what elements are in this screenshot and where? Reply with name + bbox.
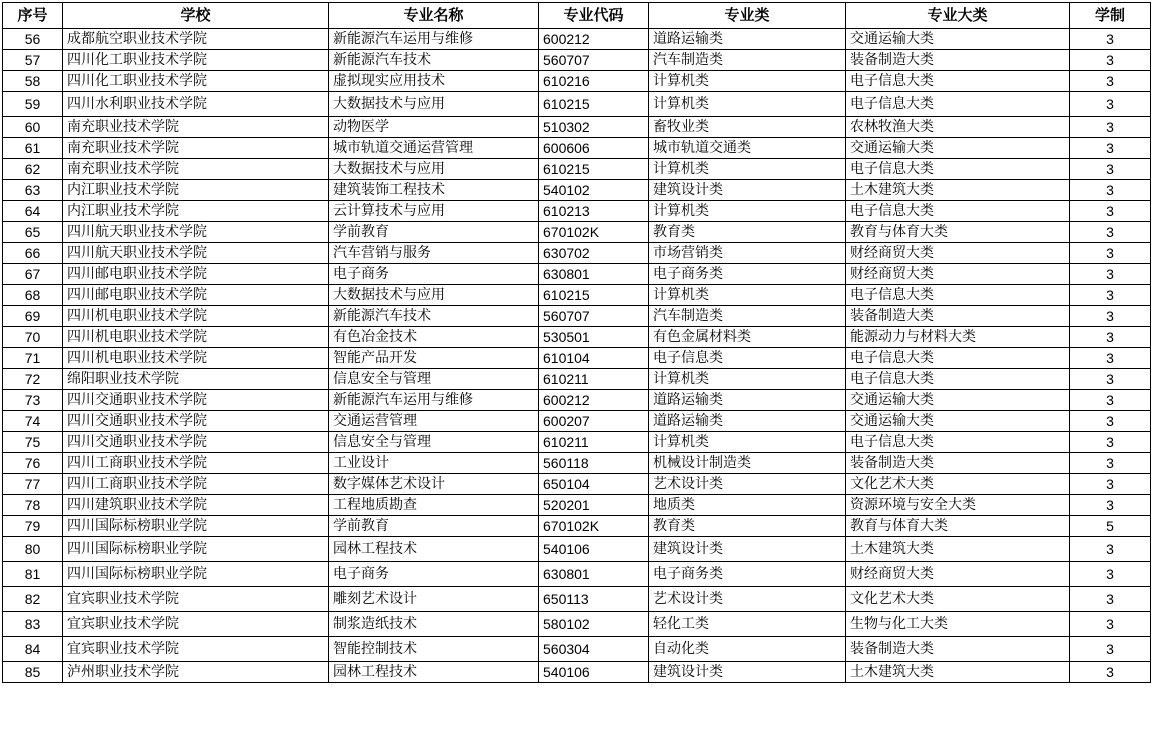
cell-duration: 3 (1070, 50, 1151, 71)
cell-major-code: 670102K (539, 222, 649, 243)
cell-school: 四川交通职业技术学院 (63, 390, 329, 411)
cell-major-category: 电子商务类 (649, 264, 846, 285)
cell-major-group: 教育与体育大类 (846, 516, 1070, 537)
cell-major-code: 530501 (539, 327, 649, 348)
cell-duration: 3 (1070, 537, 1151, 562)
cell-duration: 3 (1070, 159, 1151, 180)
cell-major-name: 工程地质勘查 (329, 495, 539, 516)
cell-major-category: 艺术设计类 (649, 474, 846, 495)
cell-major-name: 园林工程技术 (329, 537, 539, 562)
major-list-table (2, 2, 1151, 683)
cell-seq: 75 (3, 432, 63, 453)
cell-school: 宜宾职业技术学院 (63, 612, 329, 637)
table-row (3, 390, 1151, 411)
cell-major-category: 机械设计制造类 (649, 453, 846, 474)
table-row (3, 327, 1151, 348)
cell-major-group: 电子信息大类 (846, 369, 1070, 390)
cell-school: 四川航天职业技术学院 (63, 222, 329, 243)
cell-major-name: 交通运营管理 (329, 411, 539, 432)
cell-school: 绵阳职业技术学院 (63, 369, 329, 390)
table-row (3, 369, 1151, 390)
cell-major-category: 建筑设计类 (649, 180, 846, 201)
cell-school: 南充职业技术学院 (63, 159, 329, 180)
cell-major-code: 560707 (539, 50, 649, 71)
cell-duration: 3 (1070, 180, 1151, 201)
cell-major-category: 教育类 (649, 222, 846, 243)
cell-seq: 85 (3, 662, 63, 683)
cell-seq: 57 (3, 50, 63, 71)
table-row (3, 537, 1151, 562)
cell-duration: 3 (1070, 495, 1151, 516)
cell-major-name: 虚拟现实应用技术 (329, 71, 539, 92)
cell-school: 四川国际标榜职业学院 (63, 516, 329, 537)
cell-seq: 74 (3, 411, 63, 432)
cell-major-code: 600212 (539, 390, 649, 411)
cell-major-category: 汽车制造类 (649, 50, 846, 71)
header-duration: 学制 (1070, 3, 1151, 29)
cell-duration: 3 (1070, 264, 1151, 285)
cell-major-name: 工业设计 (329, 453, 539, 474)
cell-school: 宜宾职业技术学院 (63, 587, 329, 612)
table-row (3, 180, 1151, 201)
cell-major-group: 教育与体育大类 (846, 222, 1070, 243)
cell-major-category: 计算机类 (649, 159, 846, 180)
cell-major-group: 电子信息大类 (846, 92, 1070, 117)
cell-major-category: 计算机类 (649, 92, 846, 117)
cell-major-name: 新能源汽车运用与维修 (329, 390, 539, 411)
cell-school: 泸州职业技术学院 (63, 662, 329, 683)
cell-major-name: 制浆造纸技术 (329, 612, 539, 637)
cell-major-group: 电子信息大类 (846, 71, 1070, 92)
cell-school: 四川邮电职业技术学院 (63, 285, 329, 306)
cell-major-code: 560304 (539, 637, 649, 662)
table-row (3, 474, 1151, 495)
cell-major-category: 畜牧业类 (649, 117, 846, 138)
cell-major-group: 电子信息大类 (846, 159, 1070, 180)
cell-seq: 71 (3, 348, 63, 369)
cell-major-group: 文化艺术大类 (846, 474, 1070, 495)
cell-major-code: 650104 (539, 474, 649, 495)
cell-major-code: 610215 (539, 285, 649, 306)
cell-duration: 3 (1070, 29, 1151, 50)
table-row (3, 587, 1151, 612)
cell-major-group: 财经商贸大类 (846, 243, 1070, 264)
cell-seq: 76 (3, 453, 63, 474)
cell-major-group: 装备制造大类 (846, 50, 1070, 71)
cell-major-category: 艺术设计类 (649, 587, 846, 612)
cell-major-code: 630801 (539, 264, 649, 285)
header-major-code: 专业代码 (539, 3, 649, 29)
table-row (3, 516, 1151, 537)
cell-school: 四川交通职业技术学院 (63, 432, 329, 453)
cell-major-group: 土木建筑大类 (846, 662, 1070, 683)
cell-major-category: 自动化类 (649, 637, 846, 662)
cell-major-name: 电子商务 (329, 562, 539, 587)
cell-duration: 3 (1070, 285, 1151, 306)
cell-school: 内江职业技术学院 (63, 180, 329, 201)
cell-seq: 81 (3, 562, 63, 587)
cell-major-code: 600212 (539, 29, 649, 50)
cell-major-category: 计算机类 (649, 369, 846, 390)
cell-school: 四川工商职业技术学院 (63, 453, 329, 474)
cell-duration: 3 (1070, 369, 1151, 390)
cell-major-category: 计算机类 (649, 71, 846, 92)
cell-major-category: 道路运输类 (649, 29, 846, 50)
cell-duration: 3 (1070, 474, 1151, 495)
cell-school: 四川交通职业技术学院 (63, 411, 329, 432)
cell-major-group: 能源动力与材料大类 (846, 327, 1070, 348)
table-row (3, 71, 1151, 92)
cell-major-category: 市场营销类 (649, 243, 846, 264)
cell-major-category: 电子商务类 (649, 562, 846, 587)
cell-major-category: 轻化工类 (649, 612, 846, 637)
cell-seq: 82 (3, 587, 63, 612)
header-row (3, 3, 1151, 29)
cell-school: 四川邮电职业技术学院 (63, 264, 329, 285)
cell-major-code: 670102K (539, 516, 649, 537)
cell-seq: 61 (3, 138, 63, 159)
cell-seq: 64 (3, 201, 63, 222)
cell-school: 四川化工职业技术学院 (63, 71, 329, 92)
cell-major-group: 电子信息大类 (846, 348, 1070, 369)
cell-major-code: 630702 (539, 243, 649, 264)
cell-seq: 67 (3, 264, 63, 285)
table-row (3, 159, 1151, 180)
cell-duration: 3 (1070, 327, 1151, 348)
cell-major-code: 510302 (539, 117, 649, 138)
cell-major-group: 交通运输大类 (846, 390, 1070, 411)
table-row (3, 306, 1151, 327)
cell-school: 四川航天职业技术学院 (63, 243, 329, 264)
cell-seq: 77 (3, 474, 63, 495)
cell-major-name: 学前教育 (329, 222, 539, 243)
cell-school: 四川国际标榜职业学院 (63, 562, 329, 587)
table-row (3, 29, 1151, 50)
cell-school: 南充职业技术学院 (63, 138, 329, 159)
cell-duration: 3 (1070, 562, 1151, 587)
cell-seq: 58 (3, 71, 63, 92)
cell-major-name: 新能源汽车技术 (329, 50, 539, 71)
cell-duration: 3 (1070, 348, 1151, 369)
cell-major-name: 信息安全与管理 (329, 369, 539, 390)
cell-major-category: 计算机类 (649, 432, 846, 453)
cell-major-group: 土木建筑大类 (846, 537, 1070, 562)
cell-seq: 72 (3, 369, 63, 390)
cell-major-group: 交通运输大类 (846, 138, 1070, 159)
cell-duration: 5 (1070, 516, 1151, 537)
cell-major-category: 建筑设计类 (649, 662, 846, 683)
cell-school: 四川国际标榜职业学院 (63, 537, 329, 562)
cell-major-code: 520201 (539, 495, 649, 516)
cell-major-category: 道路运输类 (649, 411, 846, 432)
cell-seq: 80 (3, 537, 63, 562)
cell-major-group: 电子信息大类 (846, 285, 1070, 306)
table-row (3, 662, 1151, 683)
table-row (3, 201, 1151, 222)
table-row (3, 264, 1151, 285)
table-row (3, 50, 1151, 71)
cell-major-category: 计算机类 (649, 285, 846, 306)
cell-major-name: 大数据技术与应用 (329, 92, 539, 117)
header-major-category: 专业类 (649, 3, 846, 29)
cell-major-name: 云计算技术与应用 (329, 201, 539, 222)
cell-major-group: 交通运输大类 (846, 29, 1070, 50)
table-row (3, 562, 1151, 587)
cell-major-code: 610215 (539, 92, 649, 117)
cell-duration: 3 (1070, 587, 1151, 612)
cell-major-group: 装备制造大类 (846, 306, 1070, 327)
table-row (3, 117, 1151, 138)
cell-major-code: 610215 (539, 159, 649, 180)
cell-major-name: 信息安全与管理 (329, 432, 539, 453)
cell-major-group: 土木建筑大类 (846, 180, 1070, 201)
cell-duration: 3 (1070, 71, 1151, 92)
cell-major-name: 数字媒体艺术设计 (329, 474, 539, 495)
cell-major-code: 610104 (539, 348, 649, 369)
table-row (3, 243, 1151, 264)
table-row (3, 92, 1151, 117)
cell-duration: 3 (1070, 411, 1151, 432)
cell-school: 南充职业技术学院 (63, 117, 329, 138)
cell-major-group: 农林牧渔大类 (846, 117, 1070, 138)
cell-school: 内江职业技术学院 (63, 201, 329, 222)
cell-seq: 79 (3, 516, 63, 537)
cell-major-name: 城市轨道交通运营管理 (329, 138, 539, 159)
cell-school: 四川工商职业技术学院 (63, 474, 329, 495)
cell-major-code: 650113 (539, 587, 649, 612)
cell-seq: 73 (3, 390, 63, 411)
cell-major-code: 600606 (539, 138, 649, 159)
cell-major-code: 630801 (539, 562, 649, 587)
cell-major-category: 建筑设计类 (649, 537, 846, 562)
cell-duration: 3 (1070, 662, 1151, 683)
cell-seq: 69 (3, 306, 63, 327)
cell-duration: 3 (1070, 306, 1151, 327)
cell-major-name: 新能源汽车技术 (329, 306, 539, 327)
cell-major-group: 电子信息大类 (846, 201, 1070, 222)
cell-duration: 3 (1070, 612, 1151, 637)
cell-major-name: 新能源汽车运用与维修 (329, 29, 539, 50)
cell-major-category: 有色金属材料类 (649, 327, 846, 348)
cell-seq: 62 (3, 159, 63, 180)
cell-major-code: 560118 (539, 453, 649, 474)
cell-major-category: 地质类 (649, 495, 846, 516)
cell-major-name: 建筑装饰工程技术 (329, 180, 539, 201)
table-row (3, 432, 1151, 453)
cell-major-code: 610213 (539, 201, 649, 222)
cell-school: 四川机电职业技术学院 (63, 327, 329, 348)
cell-duration: 3 (1070, 138, 1151, 159)
cell-seq: 60 (3, 117, 63, 138)
cell-major-name: 学前教育 (329, 516, 539, 537)
cell-major-code: 600207 (539, 411, 649, 432)
cell-major-code: 540106 (539, 537, 649, 562)
cell-seq: 84 (3, 637, 63, 662)
cell-major-code: 610211 (539, 369, 649, 390)
cell-major-code: 610211 (539, 432, 649, 453)
cell-major-name: 智能产品开发 (329, 348, 539, 369)
cell-major-name: 动物医学 (329, 117, 539, 138)
cell-duration: 3 (1070, 637, 1151, 662)
table-row (3, 453, 1151, 474)
cell-major-code: 540106 (539, 662, 649, 683)
cell-school: 四川化工职业技术学院 (63, 50, 329, 71)
cell-school: 四川建筑职业技术学院 (63, 495, 329, 516)
cell-major-category: 计算机类 (649, 201, 846, 222)
cell-seq: 66 (3, 243, 63, 264)
cell-seq: 78 (3, 495, 63, 516)
cell-school: 四川水利职业技术学院 (63, 92, 329, 117)
table-row (3, 285, 1151, 306)
cell-major-name: 大数据技术与应用 (329, 159, 539, 180)
cell-major-name: 有色冶金技术 (329, 327, 539, 348)
cell-duration: 3 (1070, 453, 1151, 474)
cell-major-group: 装备制造大类 (846, 453, 1070, 474)
cell-major-group: 生物与化工大类 (846, 612, 1070, 637)
header-major-group: 专业大类 (846, 3, 1070, 29)
cell-duration: 3 (1070, 117, 1151, 138)
cell-duration: 3 (1070, 92, 1151, 117)
cell-school: 四川机电职业技术学院 (63, 348, 329, 369)
cell-major-category: 电子信息类 (649, 348, 846, 369)
cell-major-name: 雕刻艺术设计 (329, 587, 539, 612)
cell-major-code: 540102 (539, 180, 649, 201)
table-row (3, 637, 1151, 662)
cell-major-name: 园林工程技术 (329, 662, 539, 683)
cell-major-group: 资源环境与安全大类 (846, 495, 1070, 516)
cell-seq: 59 (3, 92, 63, 117)
cell-major-name: 汽车营销与服务 (329, 243, 539, 264)
cell-major-code: 580102 (539, 612, 649, 637)
cell-school: 宜宾职业技术学院 (63, 637, 329, 662)
cell-school: 成都航空职业技术学院 (63, 29, 329, 50)
table-row (3, 411, 1151, 432)
cell-major-group: 电子信息大类 (846, 432, 1070, 453)
cell-school: 四川机电职业技术学院 (63, 306, 329, 327)
cell-seq: 65 (3, 222, 63, 243)
cell-duration: 3 (1070, 390, 1151, 411)
cell-major-code: 610216 (539, 71, 649, 92)
cell-major-group: 装备制造大类 (846, 637, 1070, 662)
cell-seq: 68 (3, 285, 63, 306)
header-school: 学校 (63, 3, 329, 29)
cell-major-code: 560707 (539, 306, 649, 327)
cell-major-name: 大数据技术与应用 (329, 285, 539, 306)
cell-major-name: 智能控制技术 (329, 637, 539, 662)
cell-major-category: 道路运输类 (649, 390, 846, 411)
table-row (3, 138, 1151, 159)
cell-major-group: 财经商贸大类 (846, 562, 1070, 587)
cell-major-group: 文化艺术大类 (846, 587, 1070, 612)
cell-seq: 63 (3, 180, 63, 201)
cell-major-category: 教育类 (649, 516, 846, 537)
cell-seq: 56 (3, 29, 63, 50)
cell-duration: 3 (1070, 201, 1151, 222)
table-row (3, 495, 1151, 516)
cell-major-name: 电子商务 (329, 264, 539, 285)
table-row (3, 612, 1151, 637)
header-seq: 序号 (3, 3, 63, 29)
cell-duration: 3 (1070, 222, 1151, 243)
cell-duration: 3 (1070, 432, 1151, 453)
cell-major-group: 财经商贸大类 (846, 264, 1070, 285)
table-row (3, 222, 1151, 243)
header-major-name: 专业名称 (329, 3, 539, 29)
cell-major-category: 城市轨道交通类 (649, 138, 846, 159)
cell-seq: 70 (3, 327, 63, 348)
table-row (3, 348, 1151, 369)
table-body (3, 29, 1151, 683)
cell-duration: 3 (1070, 243, 1151, 264)
cell-seq: 83 (3, 612, 63, 637)
cell-major-group: 交通运输大类 (846, 411, 1070, 432)
cell-major-category: 汽车制造类 (649, 306, 846, 327)
